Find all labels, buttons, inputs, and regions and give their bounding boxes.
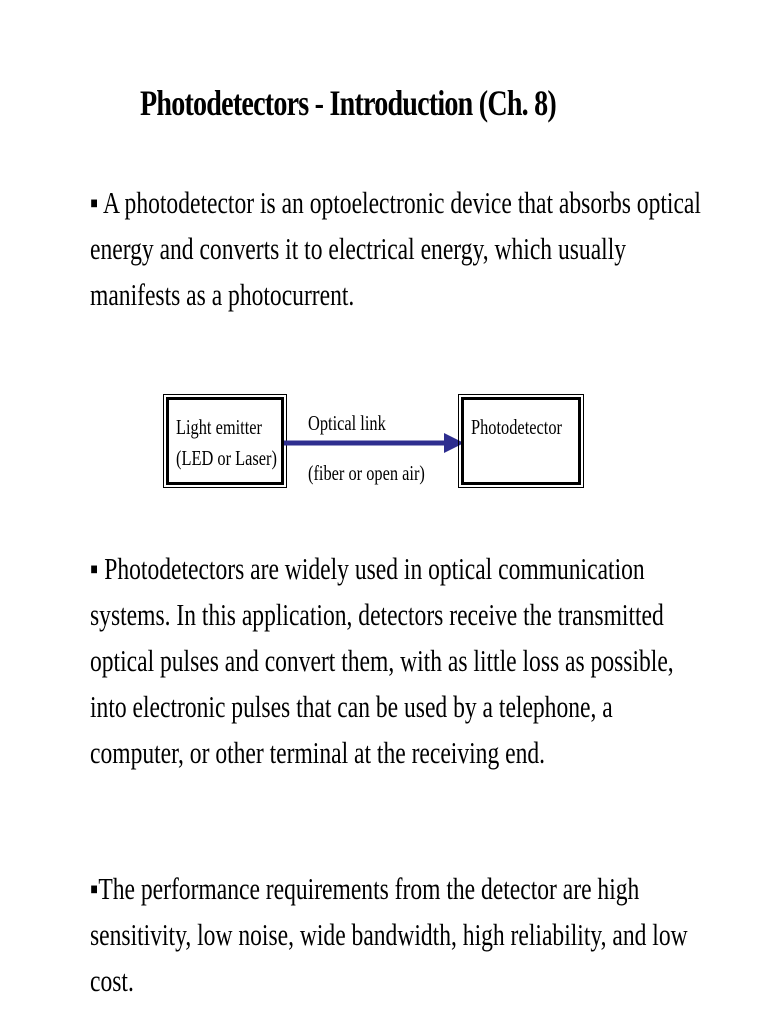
paragraph-definition: ▪ A photodetector is an optoelectronic device that absorbs optical energy and converts it to electrical energy, which usually manifests as a photocurrent. [90, 185, 701, 312]
photodetector-label: Photodetector [471, 415, 562, 439]
light-emitter-label: Light emitter [176, 415, 262, 439]
paragraph-requirements: ▪The performance requirements from the detector are high sensitivity, low noise, wide bandwidth, high reliability, and low cost. [90, 871, 688, 998]
optical-link-sublabel: (fiber or open air) [308, 461, 425, 485]
light-emitter-sublabel: (LED or Laser) [176, 446, 277, 470]
paragraph-applications: ▪ Photodetectors are widely used in optical communication systems. In this application, detectors receive the transmitted optical pulses and convert them, with as little loss as possible, into electronic pulses that can be used by a telephone, a computer, or other terminal at the receiving end. [90, 551, 674, 770]
slide-title: Photodetectors - Introduction (Ch. 8) [140, 83, 556, 123]
optical-link-label: Optical link [308, 411, 386, 435]
